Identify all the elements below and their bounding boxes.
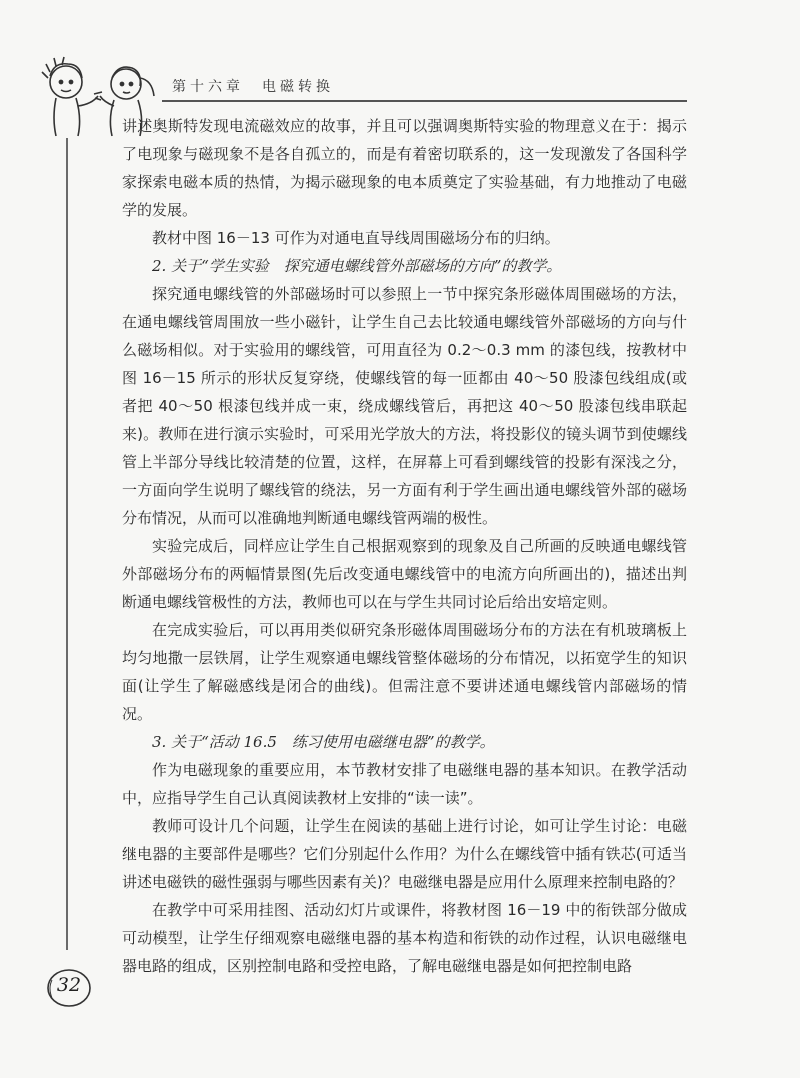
- paragraph-8: 在教学中可采用挂图、活动幻灯片或课件，将教材图 16－19 中的衔铁部分做成可动模型，让学生仔细观察电磁继电器的基本构造和衔铁的动作过程，认识电磁继电器电路的组成，区别控制电路和受控电路，了解电磁继电器是如何把控制电路: [122, 901, 687, 975]
- paragraph-1: 讲述奥斯特发现电流磁效应的故事，并且可以强调奥斯特实验的物理意义在于：揭示了电现象与磁现象不是各自孤立的，而是有着密切联系的，这一发现激发了各国科学家探索电磁本质的热情，为揭示磁现象的电本质奠定了实验基础，有力地推动了电磁学的发展。: [122, 117, 687, 219]
- paragraph-3: 探究通电螺线管的外部磁场时可以参照上一节中探究条形磁体周围磁场的方法，在通电螺线管周围放一些小磁针，让学生自己去比较通电螺线管外部磁场的方向与什么磁场相似。对于实验用的螺线管，可用直径为 0.2～0.3 mm 的漆包线，按教材中图 16－15 所示的形状反复穿绕，使螺线管的每一匝都由 40～50 股漆包线组成(或者把 40～50 根漆包线并成一束，绕成螺线管后，再把这 40～50 股漆包线串联起来)。教师在进行演示实验时，可采用光学放大的方法，将投影仪的镜头调节到使螺线管上半部分导线比较清楚的位置，这样，在屏幕上可看到螺线管的投影有深浅之分，一方面向学生说明了螺线管的绕法，另一方面有利于学生画出通电螺线管外部的磁场分布情况，从而可以准确地判断通电螺线管两端的极性。: [122, 285, 687, 527]
- paragraph-5: 在完成实验后，可以再用类似研究条形磁体周围磁场分布的方法在有机玻璃板上均匀地撒一层铁屑，让学生观察通电螺线管整体磁场的分布情况，以拓宽学生的知识面(让学生了解磁感线是闭合的曲线)。但需注意不要讲述通电螺线管内部磁场的情况。: [122, 621, 687, 723]
- chapter-title: 第十六章 电磁转换: [172, 79, 334, 95]
- section-heading-3: 3. 关于“活动 16.5 练习使用电磁继电器”的教学。: [152, 733, 495, 751]
- page-number: 32: [56, 974, 82, 996]
- section-heading-2: 2. 关于“学生实验 探究通电螺线管外部磁场的方向”的教学。: [152, 257, 562, 275]
- paragraph-2: 教材中图 16－13 可作为对通电直导线周围磁场分布的归纳。: [152, 229, 560, 247]
- margin-rule: [66, 138, 68, 950]
- paragraph-4: 实验完成后，同样应让学生自己根据观察到的现象及自己所画的反映通电螺线管外部磁场分布的两幅情景图(先后改变通电螺线管中的电流方向所画出的)，描述出判断通电螺线管极性的方法，教师也可以在与学生共同讨论后给出安培定则。: [122, 537, 687, 611]
- body-text: [122, 112, 687, 980]
- paragraph-7: 教师可设计几个问题，让学生在阅读的基础上进行讨论，如可让学生讨论：电磁继电器的主要部件是哪些？它们分别起什么作用？为什么在螺线管中插有铁芯(可适当讲述电磁铁的磁性强弱与哪些因素有关)？电磁继电器是应用什么原理来控制电路的？: [122, 817, 687, 891]
- paragraph-6: 作为电磁现象的重要应用，本节教材安排了电磁继电器的基本知识。在教学活动中，应指导学生自己认真阅读教材上安排的“读一读”。: [122, 761, 687, 807]
- header-rule: [162, 100, 687, 102]
